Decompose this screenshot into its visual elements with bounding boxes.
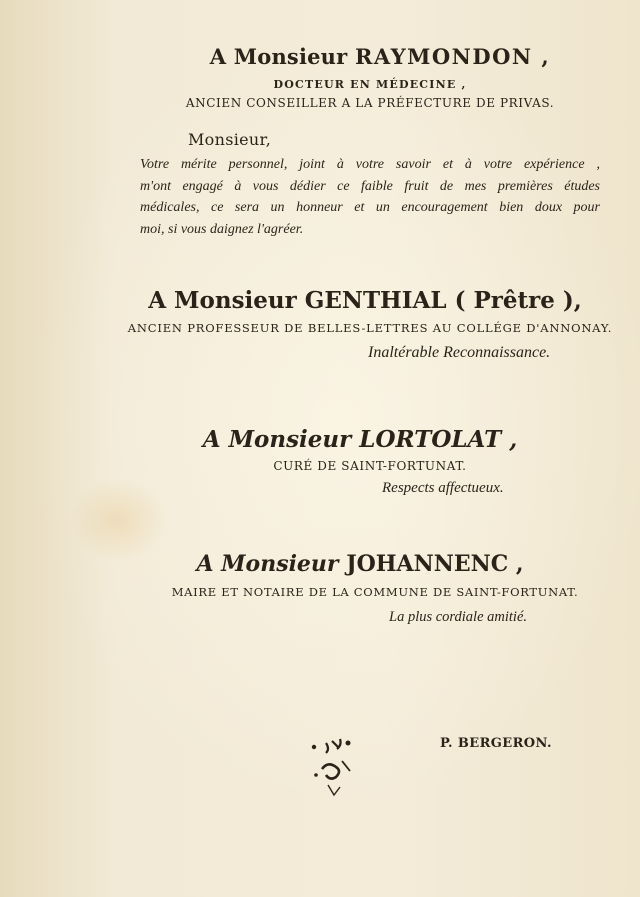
dedication-2-sign-off: Inaltérable Reconnaissance. [368,344,551,361]
author-signature: P. BERGERON. [440,736,552,751]
dedication-3-name: LORTOLAT , [359,426,518,453]
dedication-3-position: CURÉ DE SAINT-FORTUNAT. [273,459,467,473]
printer-ornament-icon [306,735,366,805]
dedication-3-prefix: A Monsieur [202,426,352,453]
dedication-1-salutation: Monsieur, [188,130,272,149]
dedication-1-position: ANCIEN CONSEILLER A LA PRÉFECTURE DE PRIVAS. [185,96,555,110]
dedication-4-name: JOHANNENC , [346,551,524,577]
dedication-1-heading [0,44,640,69]
dedication-1-title: DOCTEUR EN MÉDECINE , [273,78,467,91]
dedication-1-text-line: m'ont engagé à vous dédier ce faible fruit de mes premières études [140,178,600,194]
dedication-1-text-line: moi, si vous daignez l'agréer. [140,221,304,237]
dedication-3-heading [0,426,640,453]
dedication-4-heading [0,551,640,577]
dedication-1-text-line: médicales, ce sera un honneur et un encouragement bien doux pour [140,200,600,215]
dedication-2-qualifier: ( Prêtre ), [454,287,582,314]
dedication-1-prefix: A Monsieur [209,44,348,69]
dedication-2-heading [0,287,640,314]
dedication-1-text [140,154,600,240]
dedication-1-text-line: Votre mérite personnel, joint à votre savoir et à votre expérience , [140,157,600,172]
dedication-2-position: ANCIEN PROFESSEUR DE BELLES-LETTRES AU COLLÉGE D'ANNONAY. [127,321,613,335]
dedication-4-position: MAIRE ET NOTAIRE DE LA COMMUNE DE SAINT-FORTUNAT. [171,585,579,599]
dedication-2-prefix: A Monsieur [148,287,297,314]
dedication-2-name: GENTHIAL [304,287,447,314]
dedication-1-name: RAYMONDON , [354,44,551,69]
dedication-4-prefix: A Monsieur [196,551,339,577]
dedication-4-sign-off: La plus cordiale amitié. [389,609,528,625]
dedication-3-sign-off: Respects affectueux. [382,480,504,496]
